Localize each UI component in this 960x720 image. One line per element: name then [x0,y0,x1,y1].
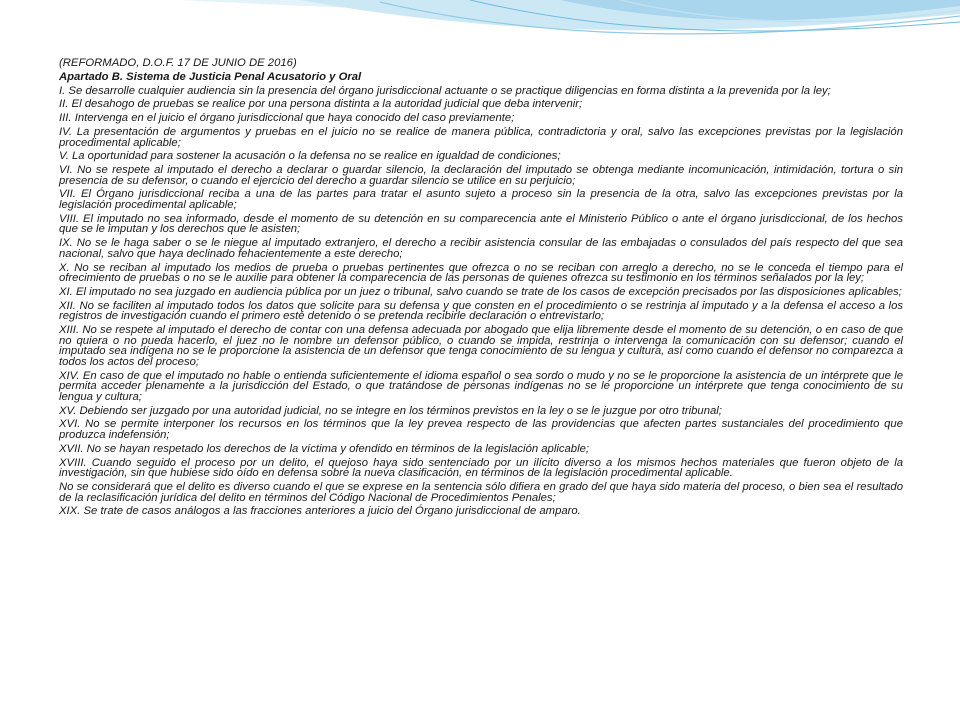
paragraph-fraction-xviii: XVIII. Cuando seguido el proceso por un delito, el quejoso haya sido sentenciado por un ilícito diverso a los mismos hechos materiales que fueron objeto de la investigación, sin que hubiese sido oído en defensa sobre la nueva clasificación, en términos de la legislación procedimental aplicable. [59,456,903,480]
swoosh-line-2 [470,0,960,31]
swoosh-line-1 [380,2,960,34]
swoosh-band-blue [560,0,960,20]
paragraph-fraction-xiii: XIII. No se respete al imputado el derecho de contar con una defensa adecuada por abogado que elija libremente desde el momento de su detención, o en caso de que no quiera o no pueda hacerlo, el juez no le nombre un defensor público, o cuando se impida, restrinja o intervenga la comunicación con su defensor; cuando el imputado sea indígena no se le proporcione la asistencia de un defensor que tenga conocimiento de su lengua y cultura, así como cuando el defensor no comparezca a todos los actos del proceso; [59,324,903,368]
paragraph-fraction-ii: II. El desahogo de pruebas se realice por una persona distinta a la autoridad judicial que deba intervenir; [59,98,583,111]
swoosh-band-mid [300,0,960,30]
paragraph-fraction-iv: IV. La presentación de argumentos y pruebas en el juicio no se realice de manera pública, contradictoria y oral, salvo las excepciones previstas por la legislación procedimental aplicable; [59,125,903,149]
swoosh-line-3 [620,0,960,22]
paragraph-fraction-viii: VIII. El imputado no sea informado, desde el momento de su detención en su comparecencia ante el Ministerio Público o ante el órgano jurisdiccional, de los hechos que se le imputan y los derechos que le asisten; [59,212,903,236]
paragraph-fraction-i: I. Se desarrolle cualquier audiencia sin la presencia del órgano jurisdiccional actuante o se practique diligencias en forma distinta a la prevenida por la ley; [59,84,831,97]
paragraph-fraction-xii: XII. No se faciliten al imputado todos los datos que solicite para su defensa y que consten en el procedimiento o se restrinja al imputado y a la defensa el acceso a los registros de investigación cuando el primero esté detenido o se pretenda recibirle declaración o entrevistarlo; [59,299,903,323]
slide-text-body [59,58,903,520]
reform-note: (REFORMADO, D.O.F. 17 DE JUNIO DE 2016) [59,57,297,69]
paragraph-fraction-x: X. No se reciban al imputado los medios de prueba o pruebas pertinentes que ofrezca o no se reciban con arreglo a derecho, no se le conceda el tiempo para el ofrecimiento de pruebas o no se le auxilie para obtener la comparecencia de las personas de quienes ofrezca su testimonio en los términos señalados por la ley; [59,261,903,285]
paragraph-fraction-xiv: XIV. En caso de que el imputado no hable o entienda suficientemente el idioma español o sea sordo o mudo y no se le proporcione la asistencia de un intérprete que le permita acceder plenamente a la jurisdicción del Estado, o que tratándose de personas indígenas no se le proporcione un intérprete que tenga conocimiento de su lengua y cultura; [59,369,903,403]
section-title: Apartado B. Sistema de Justicia Penal Acusatorio y Oral [59,70,362,83]
paragraph-fraction-xvii: XVII. No se hayan respetado los derechos de la víctima y ofendido en términos de la legislación aplicable; [59,442,590,455]
paragraph-fraction-v: V. La oportunidad para sostener la acusación o la defensa no se realice en igualdad de condiciones; [59,150,561,163]
paragraph-fraction-xviii-continuation: No se considerará que el delito es diverso cuando el que se exprese en la sentencia sólo difiera en grado del que haya sido materia del proceso, o bien sea el resultado de la reclasificación jurídica del delito en términos del Código Nacional de Procedimientos Penales; [59,480,903,504]
paragraph-fraction-xv: XV. Debiendo ser juzgado por una autoridad judicial, no se integre en los términos previstos en la ley o se le juzgue por otro tribunal; [59,404,722,417]
paragraph-fraction-vii: VII. El Órgano jurisdiccional reciba a una de las partes para tratar el asunto sujeto a proceso sin la presencia de la otra, salvo las excepciones previstas por la legislación procedimental aplicable; [59,188,903,212]
paragraph-fraction-xix: XIX. Se trate de casos análogos a las fracciones anteriores a juicio del Órgano jurisdiccional de amparo. [59,505,581,518]
swoosh-band-light [180,0,960,13]
paragraph-fraction-xvi: XVI. No se permite interponer los recursos en los términos que la ley prevea respecto de las providencias que afecten partes sustanciales del procedimiento que produzca indefensión; [59,418,903,441]
paragraph-fraction-xi: XI. El imputado no sea juzgado en audiencia pública por un juez o tribunal, salvo cuando se trate de los casos de excepción precisados por las disposiciones aplicables; [59,285,902,298]
paragraph-fraction-ix: IX. No se le haga saber o se le niegue al imputado extranjero, el derecho a recibir asistencia consular de las embajadas o consulados del país respecto del que sea nacional, salvo que haya declinado fehacientemente a este derecho; [59,237,903,260]
paragraph-fraction-vi: VI. No se respete al imputado el derecho a declarar o guardar silencio, la declaración del imputado se obtenga mediante incomunicación, intimidación, tortura o sin presencia de su defensor, o cuando el ejercicio del derecho a guardar silencio se utilice en su perjuicio; [59,164,903,187]
paragraph-fraction-iii: III. Intervenga en el juicio el órgano jurisdiccional que haya conocido del caso previamente; [59,112,515,125]
